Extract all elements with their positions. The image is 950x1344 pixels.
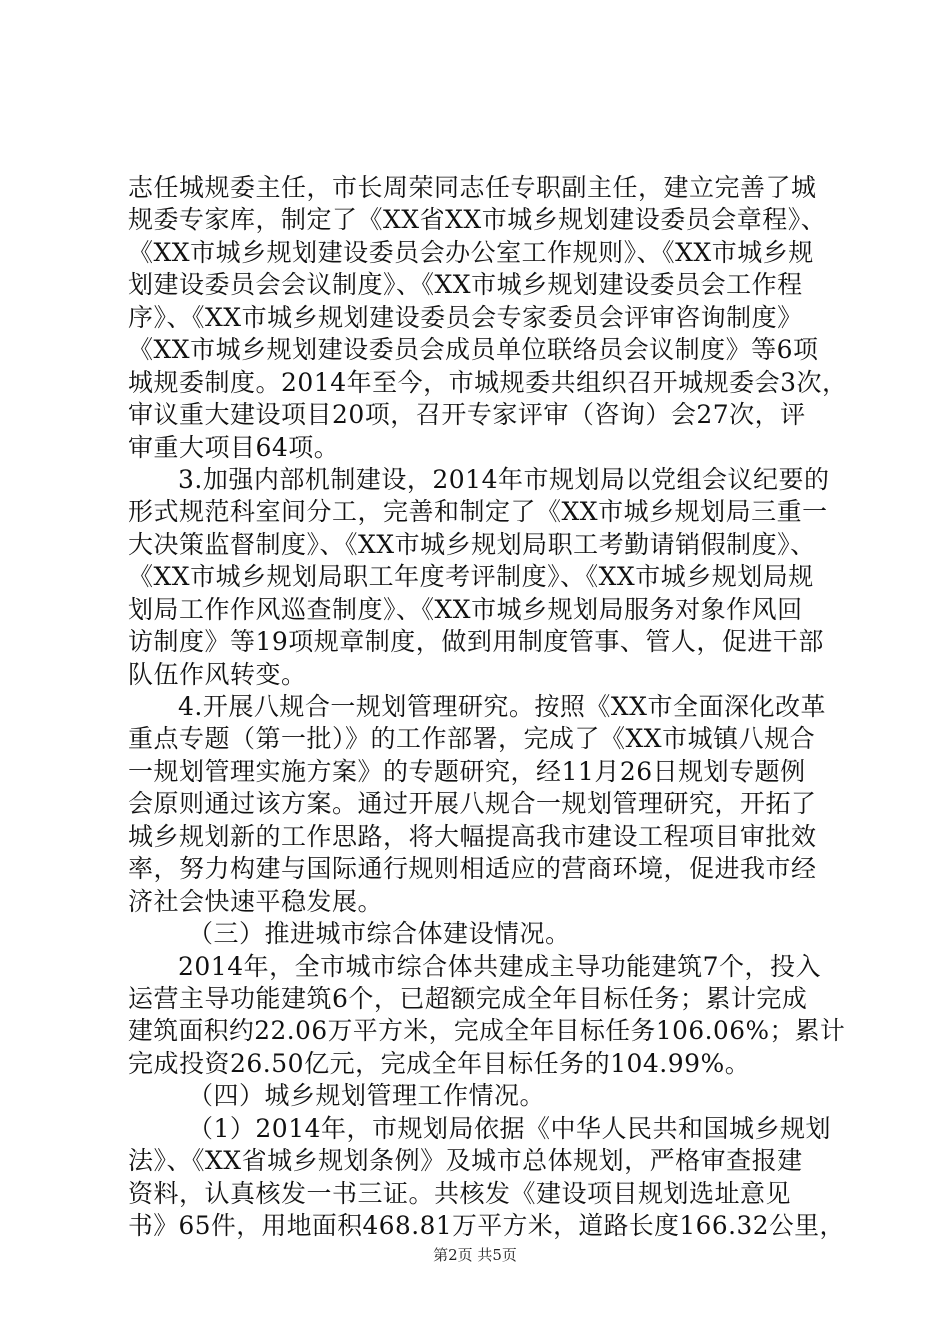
- text-line: 率，努力构建与国际通行规则相适应的营商环境，促进我市经: [128, 854, 817, 884]
- text-line: 划局工作作风巡查制度》、《XX市城乡规划局服务对象作风回: [128, 594, 803, 624]
- text-line: 形式规范科室间分工，完善和制定了《XX市城乡规划局三重一: [128, 497, 828, 527]
- text-line: 建筑面积约22.06万平方米，完成全年目标任务106.06%；累计: [128, 1016, 846, 1046]
- text-line: 《XX市城乡规划建设委员会办公室工作规则》、《XX市城乡规: [128, 237, 814, 267]
- text-line: 会原则通过该方案。通过开展八规合一规划管理研究，开拓了: [128, 789, 817, 819]
- text-line: 队伍作风转变。: [128, 659, 307, 689]
- text-line: 《XX市城乡规划局职工年度考评制度》、《XX市城乡规划局规: [128, 562, 814, 592]
- paragraph-start-line: （1）2014年，市规划局依据《中华人民共和国城乡规划: [188, 1113, 832, 1143]
- page-number-footer: 第2页 共5页: [433, 1246, 517, 1264]
- text-line: 完成投资26.50亿元，完成全年目标任务的104.99%。: [128, 1048, 751, 1078]
- text-line: 一规划管理实施方案》的专题研究，经11月26日规划专题例: [128, 756, 806, 786]
- text-line: 志任城规委主任，市长周荣同志任专职副主任，建立完善了城: [128, 173, 817, 202]
- text-line: 规委专家库，制定了《XX省XX市城乡规划建设委员会章程》、: [128, 205, 827, 235]
- text-line: 运营主导功能建筑6个，已超额完成全年目标任务；累计完成: [128, 983, 808, 1013]
- text-line: 法》、《XX省城乡规划条例》及城市总体规划，严格审查报建: [128, 1146, 803, 1176]
- text-line: 《XX市城乡规划建设委员会成员单位联络员会议制度》等6项: [128, 335, 819, 365]
- text-line: 城乡规划新的工作思路，将大幅提高我市建设工程项目审批效: [128, 821, 817, 851]
- paragraph-start-line: 2014年，全市城市综合体共建成主导功能建筑7个，投入: [178, 951, 822, 981]
- text-line: 资料，认真核发一书三证。共核发《建设项目规划选址意见: [128, 1178, 792, 1208]
- section-heading: （三）推进城市综合体建设情况。: [188, 919, 571, 949]
- text-line: 审重大项目64项。: [128, 432, 340, 462]
- text-line: 审议重大建设项目20项，召开专家评审（咨询）会27次，评: [128, 400, 806, 430]
- text-line: 大决策监督制度》、《XX市城乡规划局职工考勤请销假制度》、: [128, 529, 816, 559]
- text-line: 济社会快速平稳发展。: [128, 886, 384, 916]
- text-line: 划建设委员会会议制度》、《XX市城乡规划建设委员会工作程: [128, 270, 803, 300]
- text-line: 城规委制度。2014年至今，市城规委共组织召开城规委会3次，: [128, 367, 848, 397]
- text-line: 访制度》等19项规章制度，做到用制度管事、管人，促进干部: [128, 627, 824, 657]
- paragraph-start-line: 3.加强内部机制建设，2014年市规划局以党组会议纪要的: [178, 464, 830, 494]
- paragraph-start-line: 4.开展八规合一规划管理研究。按照《XX市全面深化改革: [178, 692, 826, 721]
- text-line: 序》、《XX市城乡规划建设委员会专家委员会评审咨询制度》: [128, 302, 803, 332]
- document-body: [128, 172, 848, 1242]
- section-heading: （四）城乡规划管理工作情况。: [188, 1081, 546, 1111]
- text-line: 重点专题（第一批）》的工作部署，完成了《XX市城镇八规合: [128, 724, 816, 754]
- text-line: 书》65件，用地面积468.81万平方米，道路长度166.32公里，: [128, 1211, 845, 1240]
